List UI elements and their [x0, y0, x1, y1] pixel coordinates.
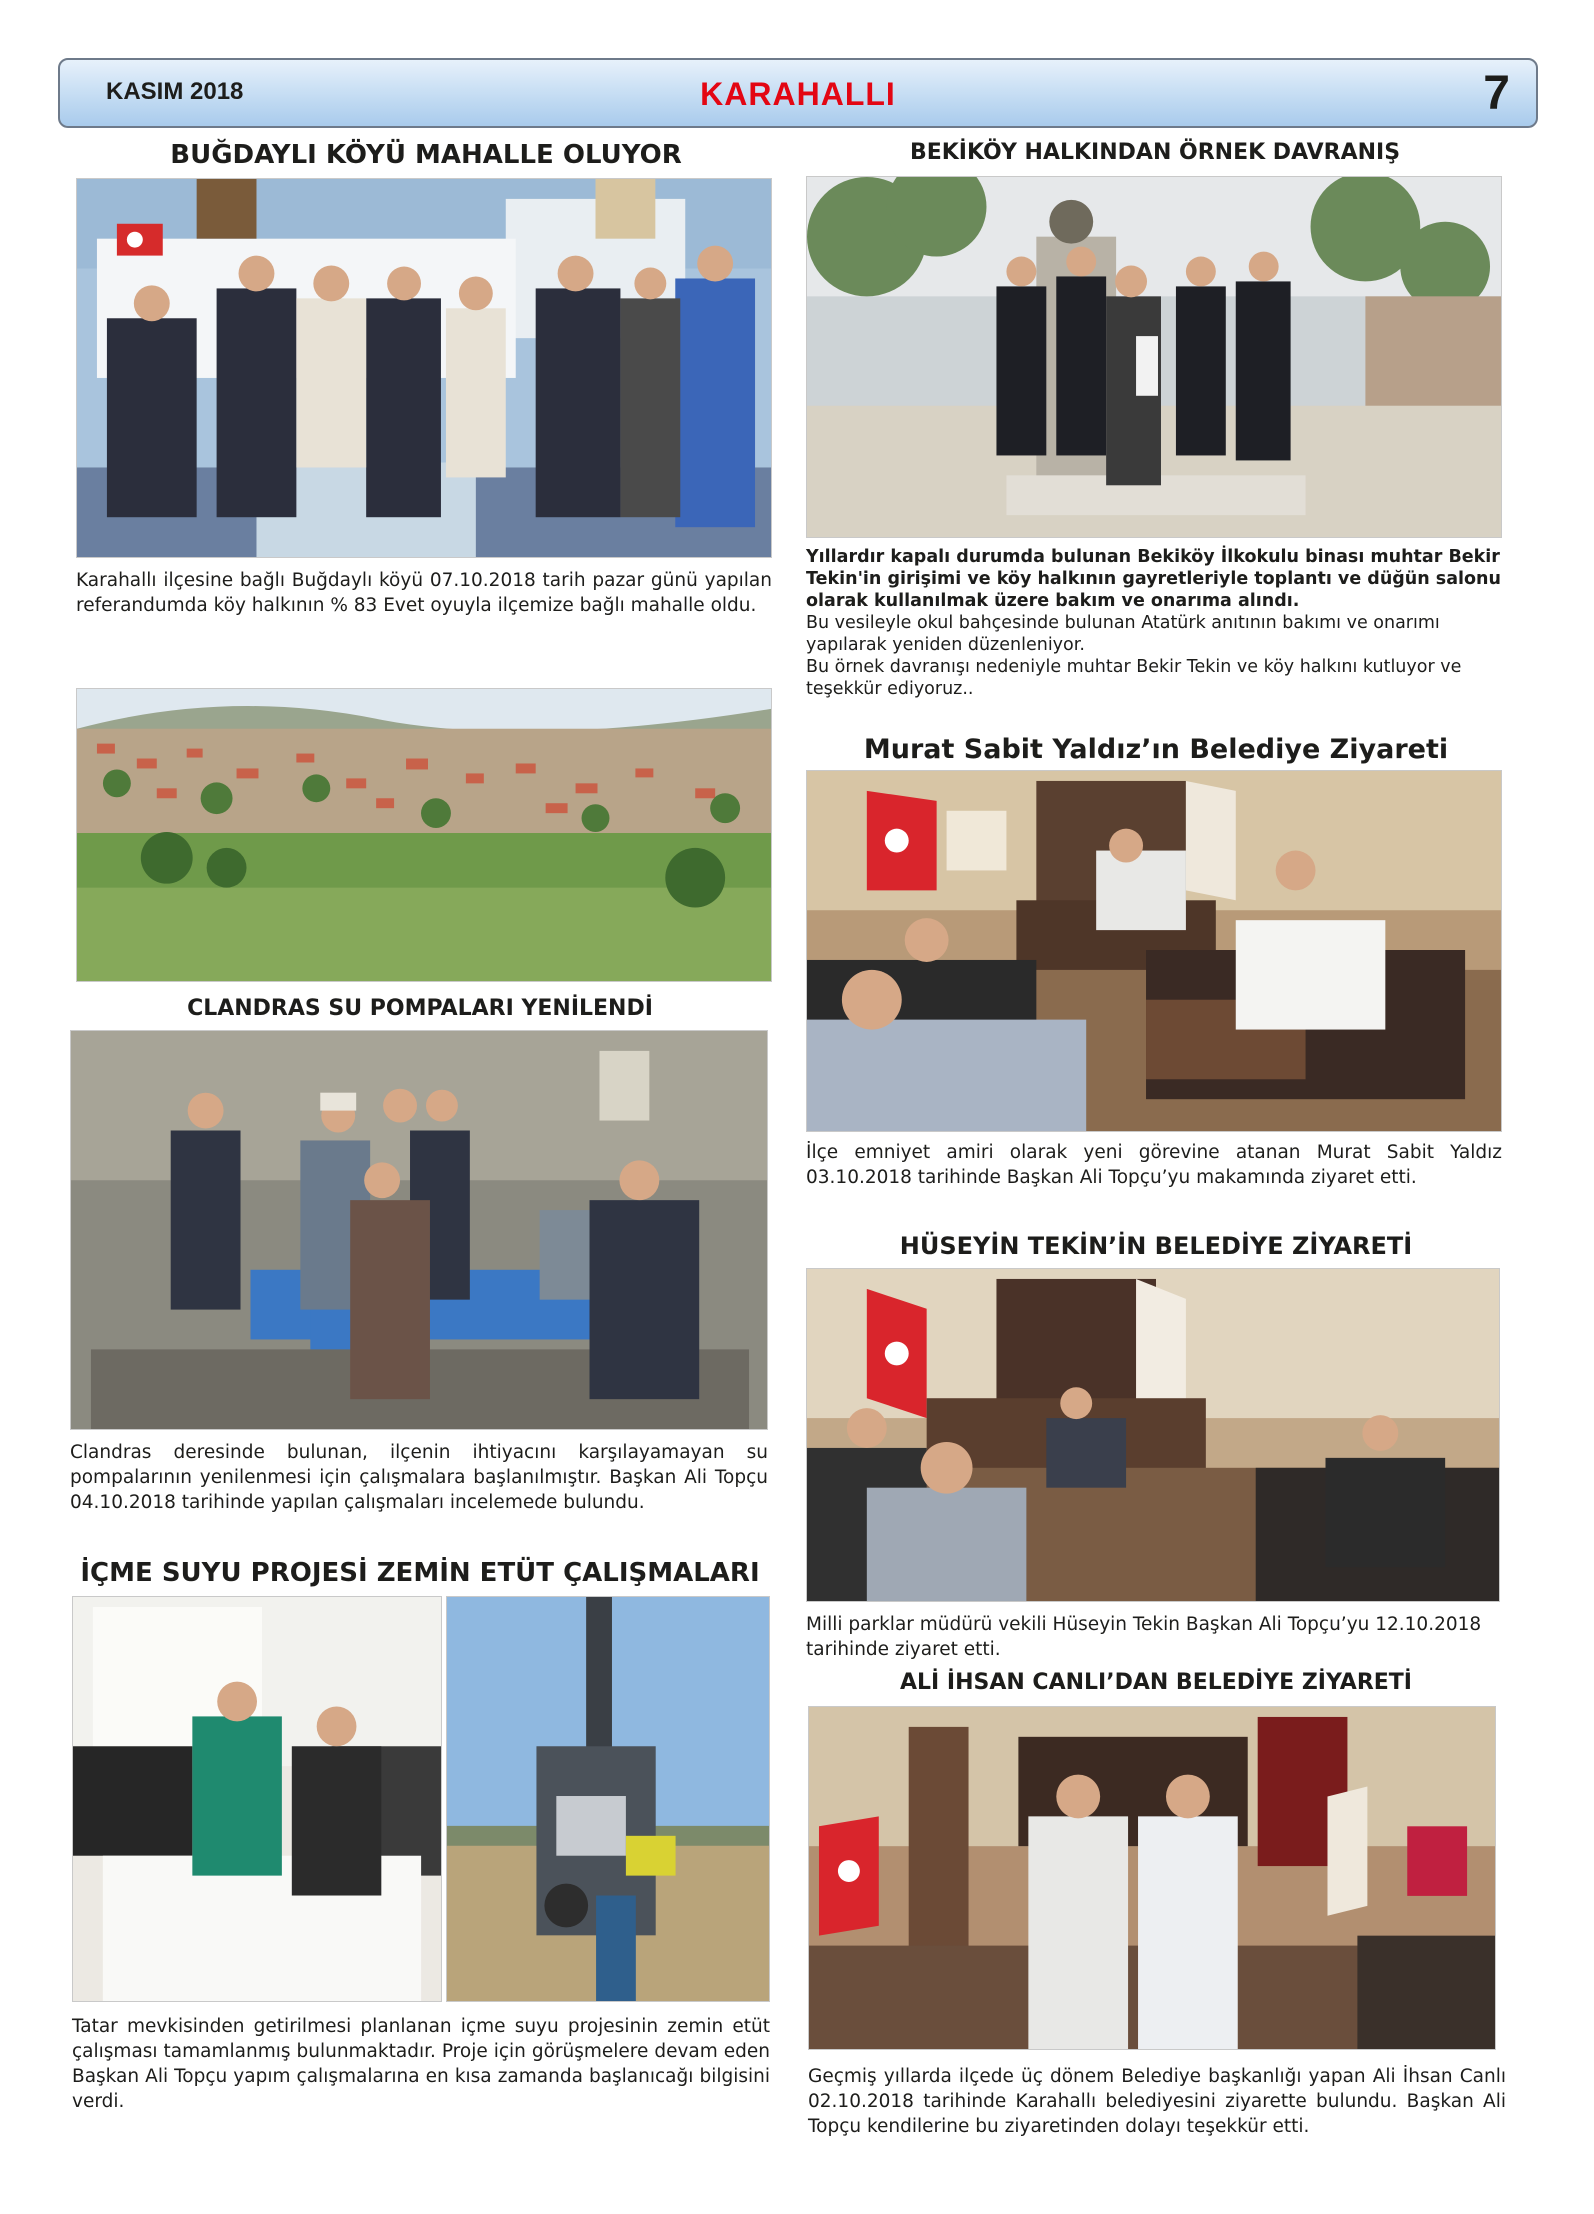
- bekikoy-caption-p3: Bu örnek davranışı nedeniyle muhtar Bekir Tekin ve köy halkını kutluyor ve teşekkür ediyoruz..: [806, 657, 1462, 699]
- bekikoy-headline: BEKİKÖY HALKINDAN ÖRNEK DAVRANIŞ: [909, 140, 1401, 165]
- bekikoy-ataturk-monument-photo: [806, 176, 1502, 538]
- clandras-headline: CLANDRAS SU POMPALARI YENİLENDİ: [187, 996, 653, 1021]
- icmesuyu-plan-review-photo: [72, 1596, 442, 2002]
- bekikoy-caption-lead: Yıllardır kapalı durumda bulunan Bekiköy İlkokulu binası muhtar Bekir Tekin'in girişimi ve köy halkının gayretleriyle toplantı ve düğün salonu olarak kullanılmak üzere bakım ve onarıma alındı.: [806, 547, 1501, 611]
- alihsan-caption: Geçmiş yıllarda ilçede üç dönem Belediye başkanlığı yapan Ali İhsan Canlı 02.10.2018 tarihinde Karahallı belediyesini ziyarette bulundu. Başkan Ali Topçu kendilerine bu ziyaretinden dolayı teşekkür etti.: [808, 2066, 1506, 2137]
- clandras-caption: Clandras deresinde bulunan, ilçenin ihtiyacını karşılayamayan su pompalarının yenilenmesi için çalışmalara başlanılmıştır. Başkan Ali Topçu 04.10.2018 tarihinde yapılan çalışmaları incelemede bulundu.: [70, 1442, 768, 1513]
- bekikoy-caption: [806, 546, 1506, 700]
- bugdayli-village-landscape-photo: [76, 688, 772, 982]
- bugdayli-caption: Karahallı ilçesine bağlı Buğdaylı köyü 07.10.2018 tarih pazar günü yapılan referandumda köy halkının % 83 Evet oyuyla ilçemize bağlı mahalle oldu.: [76, 570, 772, 616]
- murat-headline: Murat Sabit Yaldız’ın Belediye Ziyareti: [863, 734, 1449, 765]
- huseyin-caption: Milli parklar müdürü vekili Hüseyin Tekin Başkan Ali Topçu’yu 12.10.2018 tarihinde ziyaret etti.: [806, 1614, 1482, 1660]
- huseyin-visit-office-photo: [806, 1268, 1500, 1602]
- icmesuyu-caption: Tatar mevkisinden getirilmesi planlanan içme suyu projesinin zemin etüt çalışması tamamlanmış bulunmaktadır. Proje için görüşmelere devam eden Başkan Ali Topçu yapım çalışmalarına en kısa zamanda başlanıcağı bilgisini verdi.: [72, 2016, 770, 2112]
- bugdayli-group-photo: [76, 178, 772, 558]
- huseyin-headline: HÜSEYİN TEKİN’İN BELEDİYE ZİYARETİ: [899, 1232, 1413, 1260]
- murat-visit-office-photo: [806, 770, 1502, 1132]
- icmesuyu-headline: İÇME SUYU PROJESİ ZEMİN ETÜT ÇALIŞMALARI: [80, 1558, 760, 1588]
- alihsan-visit-office-photo: [808, 1706, 1496, 2050]
- page-header: [58, 58, 1538, 128]
- icmesuyu-drilling-rig-photo: [446, 1596, 770, 2002]
- page-number: 7: [1483, 67, 1510, 120]
- murat-caption: İlçe emniyet amiri olarak yeni görevine atanan Murat Sabit Yaldız 03.10.2018 tarihinde Başkan Ali Topçu’yu makamında ziyaret etti.: [806, 1142, 1502, 1188]
- newspaper-name: KARAHALLI: [700, 76, 896, 112]
- bekikoy-caption-p2: Bu vesileyle okul bahçesinde bulunan Atatürk anıtının bakımı ve onarımı yapılarak yeniden düzenleniyor.: [806, 613, 1440, 655]
- bugdayli-headline: BUĞDAYLI KÖYÜ MAHALLE OLUYOR: [170, 140, 682, 170]
- clandras-pump-photo: [70, 1030, 768, 1430]
- alihsan-headline: ALİ İHSAN CANLI’DAN BELEDİYE ZİYARETİ: [900, 1670, 1412, 1695]
- issue-date: KASIM 2018: [106, 78, 244, 105]
